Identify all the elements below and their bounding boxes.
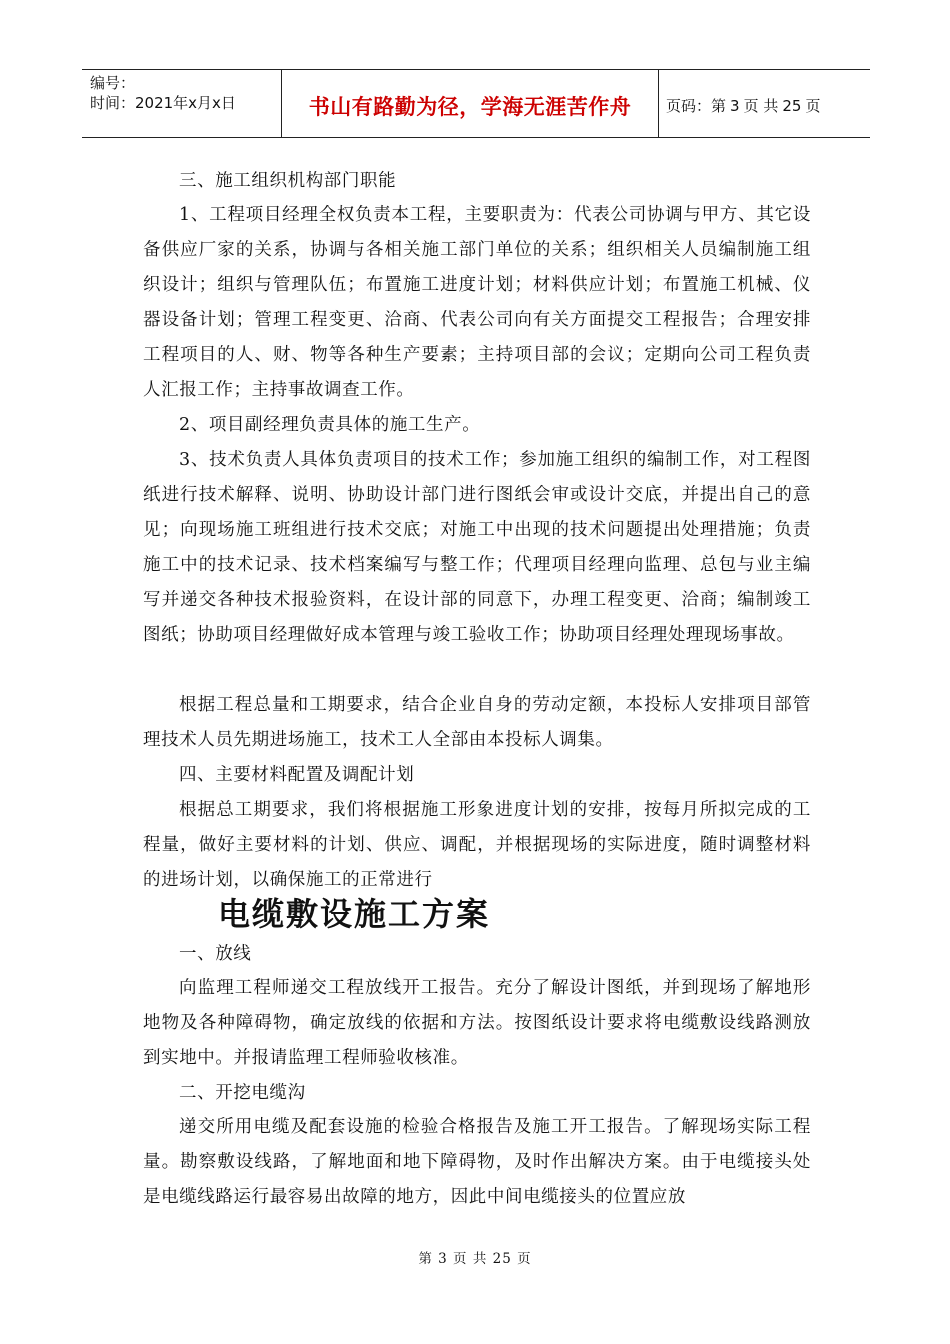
chapter-heading-1: 一、放线 [179,944,252,964]
paragraph-3: 3、技术负责人具体负责项目的技术工作；参加施工组织的编制工作，对工程图纸进行技术解释、说明、协助设计部门进行图纸会审或设计交底，并提出自己的意见；向现场施工班组进行技术交底；对施工中出现的技术问题提出处理措施；负责施工中的技术记录、技术档案编写与整工作；代理项目经理向监理、总包与业主编写并递交各种技术报验资料，在设计部的同意下，办理工程变更、洽商；编制竣工图纸；协助项目经理做好成本管理与竣工验收工作；协助项目经理处理现场事故。 [143,450,811,645]
header-left-cell [90,73,236,113]
page-current: 3 [730,97,740,115]
page-mid: 页 共 [743,97,779,115]
header-divider [658,70,659,137]
document-number-label: 编号： [90,74,136,92]
paragraph-1: 1、工程项目经理全权负责本工程，主要职责为：代表公司协调与甲方、其它设备供应厂家的关系，协调与各相关施工部门单位的关系；组织相关人员编制施工组织设计；组织与管理队伍；布置施工进度计划；材料供应计划；布置施工机械、仪器设备计划；管理工程变更、洽商、代表公司向有关方面提交工程报告；合理安排工程项目的人、财、物等各种生产要素；主持项目部的会议；定期向公司工程负责人汇报工作；主持事故调查工作。 [143,205,811,400]
header-table [82,69,870,138]
document-time-label: 时间：2021年x月x日 [90,94,236,112]
section-heading-4: 四、主要材料配置及调配计划 [179,765,415,785]
page-prefix: 页码：第 [666,97,727,115]
document-title: 电缆敷设施工方案 [218,895,491,933]
paragraph-7: 递交所用电缆及配套设施的检验合格报告及施工开工报告。了解现场实际工程量。勘察敷设线路，了解地面和地下障碍物，及时作出解决方案。由于电缆接头处是电缆线路运行最容易出故障的地方，因此中间电缆接头的位置应放 [143,1117,811,1207]
paragraph-4: 根据工程总量和工期要求，结合企业自身的劳动定额，本投标人安排项目部管理技术人员先期进场施工，技术工人全部由本投标人调集。 [143,695,811,750]
paragraph-2: 2、项目副经理负责具体的施工生产。 [179,415,481,435]
page-footer: 第 3 页 共 25 页 [418,1251,532,1267]
chapter-heading-2: 二、开挖电缆沟 [179,1083,306,1103]
section-heading-3: 三、施工组织机构部门职能 [179,171,397,191]
header-motto: 书山有路勤为径，学海无涯苦作舟 [308,95,632,119]
paragraph-5: 根据总工期要求，我们将根据施工形象进度计划的安排，按每月所拟完成的工程量，做好主要材料的计划、供应、调配，并根据现场的实际进度，随时调整材料的进场计划，以确保施工的正常进行 [143,800,811,890]
page-total: 25 [782,97,802,115]
header-page-info [666,95,824,116]
paragraph-6: 向监理工程师递交工程放线开工报告。充分了解设计图纸，并到现场了解地形地物及各种障碍物，确定放线的依据和方法。按图纸设计要求将电缆敷设线路测放到实地中。并报请监理工程师验收核准。 [143,978,811,1068]
page-suffix: 页 [805,97,821,115]
